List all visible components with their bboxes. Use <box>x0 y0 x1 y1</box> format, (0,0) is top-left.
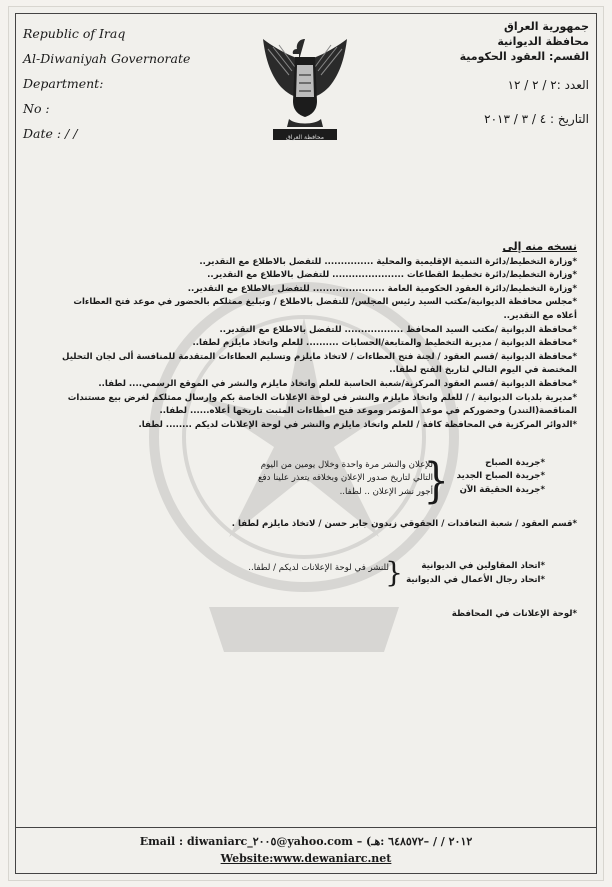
copy-recipient: *محافظة الديوانية /قسم العقود / لجنة فتح العطاءات / لاتخاذ مايلزم وتسليم العطاءات المتقدمة للمنافسة ألى لجان التحليل المختصة في اليوم التالي لتاريخ الفتح لطفا.. <box>62 351 577 376</box>
brace-icon: { <box>385 556 403 589</box>
newspaper-item: *جريدة الصباح الجديد <box>456 471 545 482</box>
footer-contact: Email : diwaniarc_٢٠٠٥@yahoo.com – (٢٠١٢ / / –٦٤٨٥٧٢ :هـ <box>139 835 473 848</box>
unions-note: للنشر في لوحة الإعلانات لديكم / لطفا.. <box>248 563 389 573</box>
date-ar: التاريخ : ٤ / ٣ / ٢٠١٣ <box>484 112 589 126</box>
document-page <box>8 6 604 881</box>
newspapers-note: للإعلان والنشر مرة واحدة وخلال يومين من اليوم التالي لتاريخ صدور الإعلان وبخلافه يتعذر علينا دفع أجور نشر الإعلان .. لطفا.. <box>257 460 433 497</box>
country-ar: جمهورية العراق <box>504 20 589 33</box>
footer <box>9 833 603 867</box>
unions-list <box>405 559 545 587</box>
board-line: *لوحة الإعلانات في المحافظة <box>451 609 577 619</box>
copy-recipient: *وزارة التخطيط/دائرة تخطيط القطاعات ...................... للتفضل بالاطلاع مع التقدير.. <box>207 270 577 281</box>
copy-recipient: *محافظة الديوانية /قسم العقود المركزية/شعبة الحاسبة للعلم واتخاذ مايلزم والنشر في الموقع الرسمي.... لطفا.. <box>98 378 577 389</box>
copy-recipient: *الدوائر المركزية في المحافظة كافة / للعلم واتخاذ مايلزم والنشر في لوحة الإعلانات لديكم ........ لطفا. <box>138 419 577 430</box>
copy-recipient: *محافظة الديوانية /مكتب السيد المحافظ .................. للتفضل بالاطلاع مع التقدير.. <box>219 324 577 335</box>
brace-icon: { <box>423 453 449 509</box>
date-en: Date : / / <box>23 126 78 141</box>
footer-divider <box>15 827 597 828</box>
emblem-label: محافظة العراق <box>286 134 324 141</box>
newspaper-list <box>453 457 545 497</box>
number-en: No : <box>23 101 50 116</box>
governorate-ar: محافظة الديوانية <box>497 35 589 48</box>
number-ar: العدد :٢ / ٢ / ١٢ <box>507 78 589 92</box>
newspaper-item: *جريدة الصباح <box>485 458 545 468</box>
copy-recipient: *وزارة التخطيط/دائرة العقود الحكومية العامة ...................... للتفضل بالاطلاع مع التقدير.. <box>187 283 577 294</box>
copy-recipient: *مجلس محافظة الديوانية/مكتب السيد رئيس المجلس/ للتفضل بالاطلاع / وتبليغ ممثلكم بالحضور في موعد فتح العطاءات أعلاه مع التقدير.. <box>73 297 577 321</box>
copies-section <box>59 240 577 432</box>
governorate-en: Al-Diwaniyah Governorate <box>23 51 191 66</box>
section-ar: القسم: العقود الحكومية <box>459 50 589 63</box>
department-en: Department: <box>23 76 104 91</box>
newspaper-item: *جريدة الحقيقة الآن <box>459 484 545 495</box>
footer-website: Website:www.dewaniarc.net <box>220 852 392 865</box>
union-item: *اتحاد رجال الأعمال في الديوانية <box>406 575 545 585</box>
copy-recipient: *مديرية بلديات الديوانية / / للعلم واتخاذ مايلزم والنشر في لوحة الإعلانات الخاصة بكم وإرسال ممثلكم لغرض بيع مستندات المناقصة(التندر) وحضوركم في موعد المؤتمر وموعد فتح العطاءات المثبت تاريخها أعلاه...... لطفا.. <box>67 392 577 417</box>
copy-recipient: *وزارة التخطيط/دائرة التنمية الإقليمية والمحلية ............... للتفضل بالاطلاع مع التقدير.. <box>199 256 577 267</box>
country-en: Republic of Iraq <box>23 26 126 41</box>
eagle-emblem-icon <box>259 35 351 145</box>
copy-recipient: *محافظة الديوانية / مديرية التخطيط والمتابعة/الحسابات .......... للعلم واتخاذ مايلزم لطفا.. <box>192 338 577 349</box>
header-arabic <box>389 19 589 126</box>
union-item: *اتحاد المقاولين في الديوانية <box>421 561 545 571</box>
department-line: *قسم العقود / شعبة التعاقدات / الحقوقي زيدون جابر حسن / لاتخاذ مايلزم لطفا . <box>231 519 577 529</box>
header-english <box>23 21 223 146</box>
copies-title: نسخه منه إلى <box>502 240 577 253</box>
